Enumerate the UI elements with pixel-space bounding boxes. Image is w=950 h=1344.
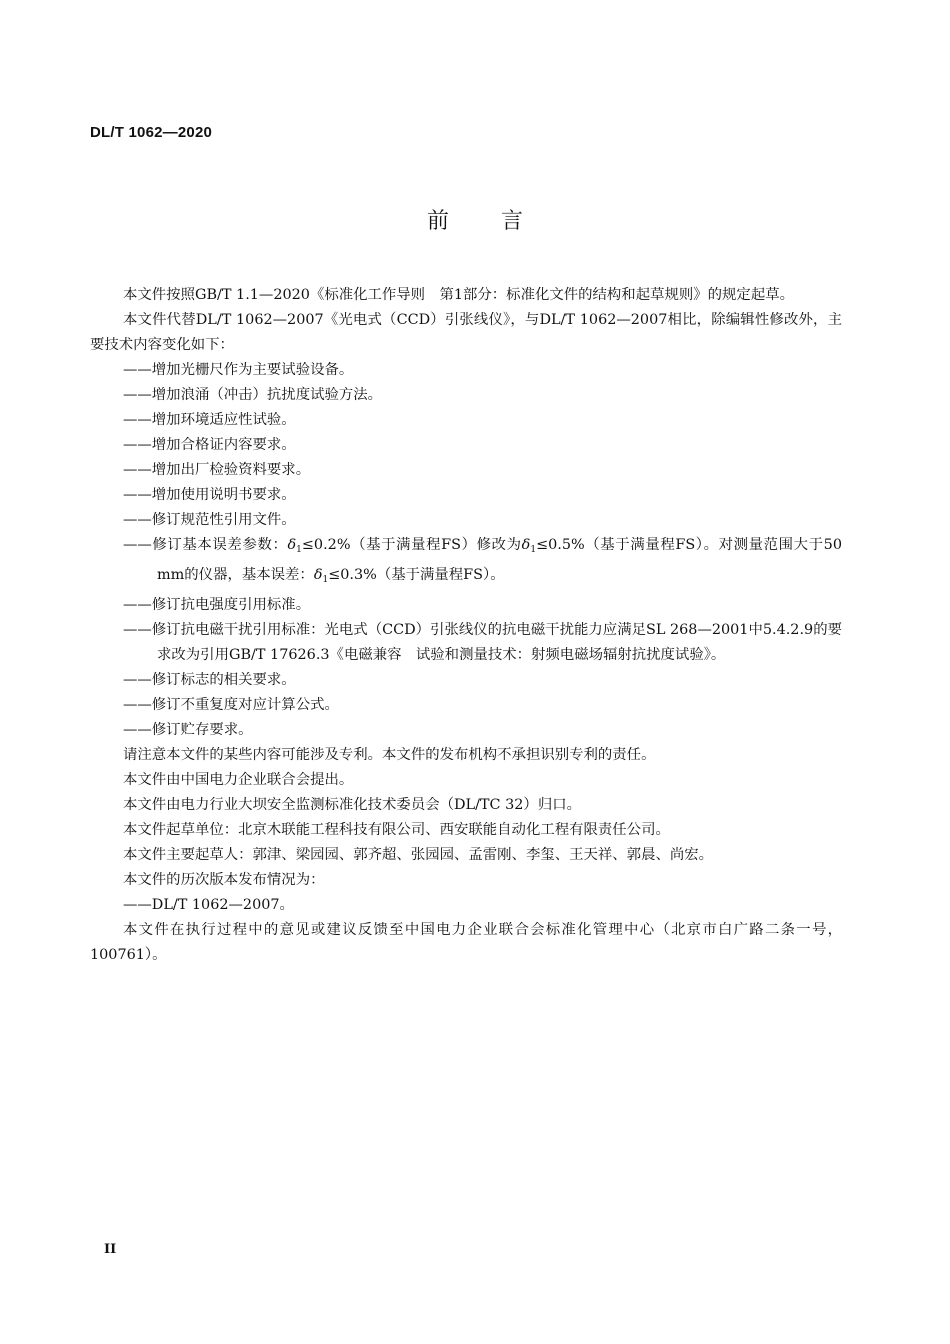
error-item-part3: ≤0.3%（基于满量程FS）。 <box>328 567 505 583</box>
history-intro: 本文件的历次版本发布情况为： <box>123 872 325 888</box>
committee-statement: 本文件由电力行业大坝安全监测标准化技术委员会（DL/TC 32）归口。 <box>123 797 581 813</box>
change-item: ——修订不重复度对应计算公式。 <box>123 697 339 713</box>
delta-subscript: 1 <box>530 545 537 555</box>
intro-paragraph-1: 本文件按照GB/T 1.1—2020《标准化工作导则 第1部分：标准化文件的结构和起草规则》的规定起草。 <box>123 287 794 303</box>
change-item: ——修订抗电磁干扰引用标准：光电式（CCD）引张线仪的抗电磁干扰能力应满足SL 268—2001中5.4.2.9的要求改为引用GB/T 17626.3《电磁兼容 试验和测量技术：射频电磁场辐射抗扰度试验》。 <box>123 622 842 663</box>
change-item: ——增加合格证内容要求。 <box>123 437 296 453</box>
delta-subscript: 1 <box>322 575 329 585</box>
page-title: 前言 <box>426 209 575 234</box>
feedback-paragraph: 本文件在执行过程中的意见或建议反馈至中国电力企业联合会标准化管理中心（北京市白广路二条一号，100761）。 <box>90 922 842 963</box>
error-item-part2: ≤0.5%（基于满量程FS）。对测量范围大于50 mm的仪器，基本误差： <box>157 537 842 583</box>
change-item: ——修订标志的相关要求。 <box>123 672 296 688</box>
delta-symbol: δ <box>287 537 297 553</box>
change-item: ——修订抗电强度引用标准。 <box>123 597 311 613</box>
history-item: ——DL/T 1062—2007。 <box>123 897 294 913</box>
change-item: ——增加光栅尺作为主要试验设备。 <box>123 362 354 378</box>
patent-notice: 请注意本文件的某些内容可能涉及专利。本文件的发布机构不承担识别专利的责任。 <box>123 747 656 763</box>
change-item: ——增加出厂检验资料要求。 <box>123 462 311 478</box>
proposer-statement: 本文件由中国电力企业联合会提出。 <box>123 772 354 788</box>
change-item: ——修订贮存要求。 <box>123 722 253 738</box>
delta-subscript: 1 <box>296 545 302 555</box>
change-item-error-parameter <box>90 533 842 593</box>
change-item: ——增加环境适应性试验。 <box>123 412 296 428</box>
drafting-units: 本文件起草单位：北京木联能工程科技有限公司、西安联能自动化工程有限责任公司。 <box>123 822 670 838</box>
page-number: II <box>104 1242 117 1257</box>
change-item: ——增加使用说明书要求。 <box>123 487 296 503</box>
error-item-prefix: ——修订基本误差参数： <box>123 537 288 553</box>
foreword-body <box>90 283 842 968</box>
delta-symbol: δ <box>313 567 323 583</box>
intro-paragraph-2: 本文件代替DL/T 1062—2007《光电式（CCD）引张线仪》，与DL/T 1062—2007相比，除编辑性修改外，主要技术内容变化如下： <box>90 312 842 353</box>
standard-code: DL/T 1062—2020 <box>90 124 213 141</box>
delta-symbol: δ <box>521 537 531 553</box>
change-item: ——增加浪涌（冲击）抗扰度试验方法。 <box>123 387 383 403</box>
drafters: 本文件主要起草人：郭津、梁园园、郭齐超、张园园、孟雷刚、李玺、王天祥、郭晨、尚宏。 <box>123 847 714 863</box>
change-item: ——修订规范性引用文件。 <box>123 512 296 528</box>
error-item-part1: ≤0.2%（基于满量程FS）修改为 <box>301 537 522 553</box>
